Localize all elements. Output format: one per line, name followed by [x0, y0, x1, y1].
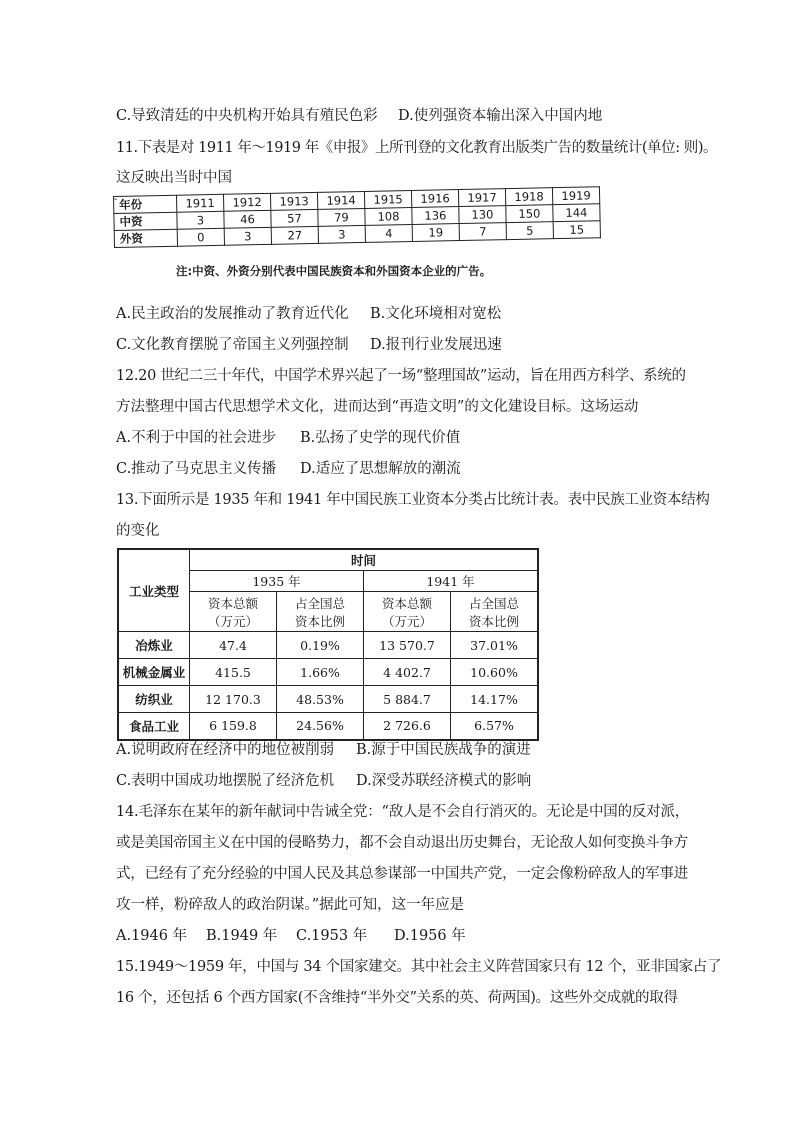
q14-stem-line2: 或是美国帝国主义在中国的侵略势力，都不会自动退出历史舞台，无论敌人如何变换斗争方 — [116, 835, 688, 851]
q11-options-row1 — [116, 302, 502, 323]
table-cell: 4 402.7 — [364, 659, 451, 686]
table-cell: 1919 — [552, 187, 599, 205]
q14-option-a: A.1946 年 — [116, 928, 188, 944]
table-cell: 6.57% — [451, 713, 539, 740]
col-header-share-1935: 占全国总 资本比例 — [277, 592, 364, 632]
q12-option-d: D.适应了思想解放的潮流 — [300, 461, 461, 477]
table-cell: 3 — [318, 225, 365, 243]
table-cell: 136 — [412, 207, 459, 225]
table-cell: 2 726.6 — [364, 713, 451, 740]
col-header-1935: 1935 年 — [190, 571, 364, 592]
table-cell: 6 159.8 — [190, 713, 277, 740]
q14-options — [116, 924, 466, 945]
q11-option-c: C.文化教育摆脱了帝国主义列强控制 — [116, 337, 349, 353]
row-type: 冶炼业 — [118, 632, 190, 659]
q15-stem-line1: 15.1949～1959 年，中国与 34 个国家建交。其中社会主义阵营国家只有 12 个，亚非国家占了 — [116, 959, 722, 975]
table-cell: 0 — [177, 228, 224, 246]
q10-options — [116, 104, 603, 125]
table-cell: 3 — [177, 211, 224, 229]
scan-mark: - — [114, 194, 118, 205]
q11-option-a: A.民主政治的发展推动了教育近代化 — [116, 306, 349, 322]
q14-stem-line4: 攻一样，粉碎敌人的政治阴谋。”据此可知，这一年应是 — [116, 897, 465, 913]
table-cell: 1915 — [364, 191, 411, 209]
table-cell: 14.17% — [451, 686, 539, 713]
q14-stem-line3: 式，已经有了充分经验的中国人民及其总参谋部一中国共产党，一定会像粉碎敌人的军事进 — [116, 866, 688, 882]
table-cell: 150 — [506, 205, 553, 223]
q13-options-row1 — [116, 738, 531, 759]
table-cell: 37.01% — [451, 632, 539, 659]
q11-table — [113, 186, 601, 248]
table-cell: 19 — [412, 224, 459, 242]
table-cell: 108 — [365, 208, 412, 226]
q11-stem-line1: 11.下表是对 1911 年～1919 年《申报》上所刊登的文化教育出版类广告的数量统计(单位: 则)。 — [116, 140, 718, 156]
row-header-foreign: 外资 — [114, 229, 177, 247]
table-cell: 10.60% — [451, 659, 539, 686]
q13-option-a: A.说明政府在经济中的地位被削弱 — [116, 742, 335, 758]
q13-table — [117, 548, 539, 741]
table-cell: 12 170.3 — [190, 686, 277, 713]
table-cell: 415.5 — [190, 659, 277, 686]
table-cell: 46 — [224, 210, 271, 228]
q10-option-d: D.使列强资本输出深入中国内地 — [398, 108, 603, 124]
q12-stem-line2: 方法整理中国古代思想学术文化，进而达到“再造文明”的文化建设目标。这场运动 — [116, 399, 639, 415]
table-cell: 1913 — [270, 192, 317, 210]
table-cell: 1.66% — [277, 659, 364, 686]
row-type: 纺织业 — [118, 686, 190, 713]
q12-option-b: B.弘扬了史学的现代价值 — [300, 430, 461, 446]
table-cell: 130 — [459, 206, 506, 224]
q13-option-b: B.源于中国民族战争的演进 — [356, 742, 531, 758]
q13-stem-line1: 13.下面所示是 1935 年和 1941 年中国民族工业资本分类占比统计表。表中民族工业资本结构 — [116, 492, 710, 508]
col-header-share-1941: 占全国总 资本比例 — [451, 592, 539, 632]
col-header-total-1935: 资本总额 （万元） — [190, 592, 277, 632]
table-cell: 1917 — [458, 189, 505, 207]
col-header-1941: 1941 年 — [364, 571, 539, 592]
table-cell: 1912 — [223, 193, 270, 211]
table-cell: 1911 — [176, 194, 223, 212]
table-cell: 3 — [224, 227, 271, 245]
col-header-time: 时间 — [190, 549, 539, 571]
q12-option-a: A.不利于中国的社会进步 — [116, 430, 277, 446]
table-row — [118, 659, 538, 686]
q13-options-row2 — [116, 769, 532, 790]
q12-options-row2 — [116, 457, 461, 478]
table-cell: 5 884.7 — [364, 686, 451, 713]
table-cell: 15 — [553, 221, 600, 239]
table-cell: 27 — [271, 226, 318, 244]
col-header-total-1941: 资本总额 （万元） — [364, 592, 451, 632]
q11-stem-line2: 这反映出当时中国 — [116, 170, 232, 186]
table-cell: 7 — [459, 223, 506, 241]
q11-table-note: 注:中资、外资分别代表中国民族资本和外国资本企业的广告。 — [176, 264, 492, 278]
q11-options-row2 — [116, 333, 502, 354]
q11-option-d: D.报刊行业发展迅速 — [370, 337, 502, 353]
table-cell: 144 — [553, 204, 600, 222]
row-type: 机械金属业 — [118, 659, 190, 686]
row-header-year: 年份 — [114, 195, 177, 213]
q14-option-b: B.1949 年 — [206, 928, 278, 944]
table-row — [118, 713, 538, 740]
q14-option-d: D.1956 年 — [394, 928, 466, 944]
q14-option-c: C.1953 年 — [296, 928, 368, 944]
table-cell: 47.4 — [190, 632, 277, 659]
table-cell: 1914 — [317, 191, 364, 209]
q11-option-b: B.文化环境相对宽松 — [370, 306, 502, 322]
table-cell: 79 — [318, 208, 365, 226]
q12-option-c: C.推动了马克思主义传播 — [116, 461, 277, 477]
q13-option-c: C.表明中国成功地摆脱了经济危机 — [116, 773, 335, 789]
table-row — [118, 632, 538, 659]
row-type: 食品工业 — [118, 713, 190, 740]
table-cell: 0.19% — [277, 632, 364, 659]
table-cell: 57 — [271, 209, 318, 227]
table-row — [118, 686, 538, 713]
row-header-chinese: 中资 — [114, 212, 177, 230]
q14-stem-line1: 14.毛泽东在某年的新年献词中告诫全党：“敌人是不会自行消灭的。无论是中国的反对派， — [116, 804, 690, 820]
table-cell: 5 — [506, 222, 553, 240]
table-row — [118, 549, 538, 571]
q15-stem-line2: 16 个，还包括 6 个西方国家(不含维持“半外交”关系的英、荷两国)。这些外交成就的取得 — [116, 990, 678, 1006]
q12-stem-line1: 12.20 世纪二三十年代，中国学术界兴起了一场“整理国故”运动，旨在用西方科学、系统的 — [116, 368, 686, 384]
table-cell: 13 570.7 — [364, 632, 451, 659]
table-cell: 1916 — [411, 190, 458, 208]
q13-option-d: D.深受苏联经济模式的影响 — [356, 773, 532, 789]
table-cell: 48.53% — [277, 686, 364, 713]
q10-option-c: C.导致清廷的中央机构开始具有殖民色彩 — [116, 108, 378, 124]
q12-options-row1 — [116, 426, 461, 447]
col-header-type: 工业类型 — [118, 549, 190, 632]
q13-stem-line2: 的变化 — [116, 523, 160, 539]
table-cell: 24.56% — [277, 713, 364, 740]
table-cell: 1918 — [505, 188, 552, 206]
table-cell: 4 — [365, 225, 412, 243]
